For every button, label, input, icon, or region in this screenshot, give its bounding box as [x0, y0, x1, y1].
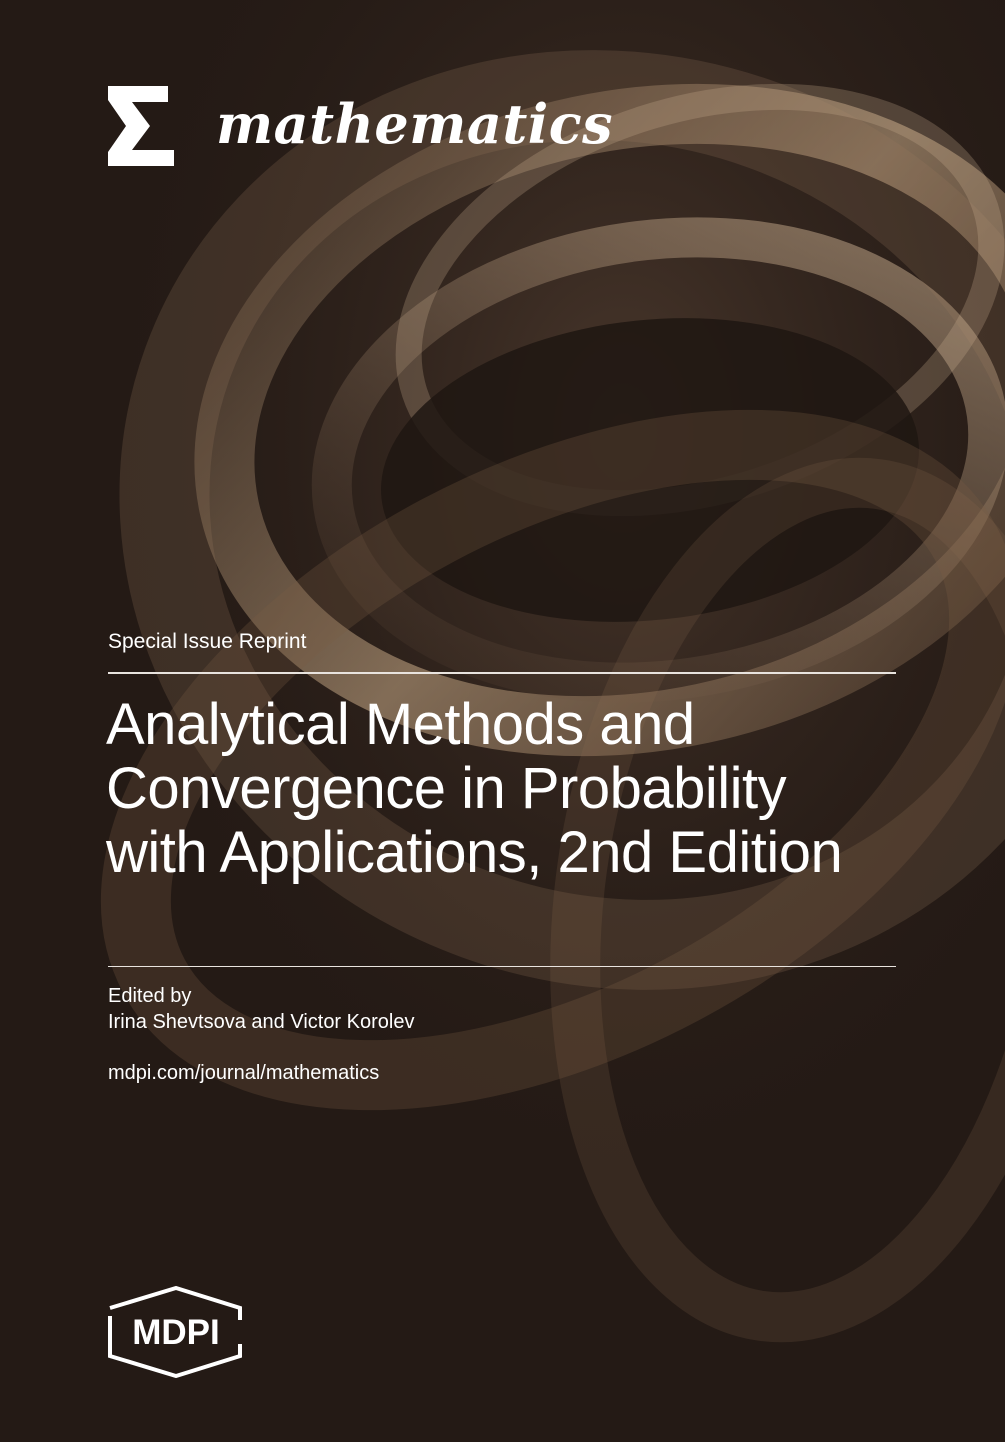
title-line: Convergence in Probability: [106, 756, 787, 821]
sigma-icon: [108, 86, 174, 166]
journal-header: [108, 86, 614, 166]
publisher-logo-text: MDPI: [132, 1313, 220, 1352]
journal-url: mdpi.com/journal/mathematics: [108, 1062, 380, 1084]
top-divider: [108, 672, 896, 674]
edited-by-label: Edited by: [108, 985, 192, 1007]
mdpi-hexagon-logo: [106, 1286, 246, 1378]
book-title: [106, 693, 906, 885]
editors-names: Irina Shevtsova and Victor Korolev: [108, 1011, 415, 1033]
title-line: with Applications, 2nd Edition: [106, 820, 843, 885]
issue-type-label: Special Issue Reprint: [108, 630, 307, 653]
title-line: Analytical Methods and: [106, 692, 695, 757]
journal-name: mathematics: [216, 92, 614, 156]
bottom-divider: [108, 966, 896, 967]
